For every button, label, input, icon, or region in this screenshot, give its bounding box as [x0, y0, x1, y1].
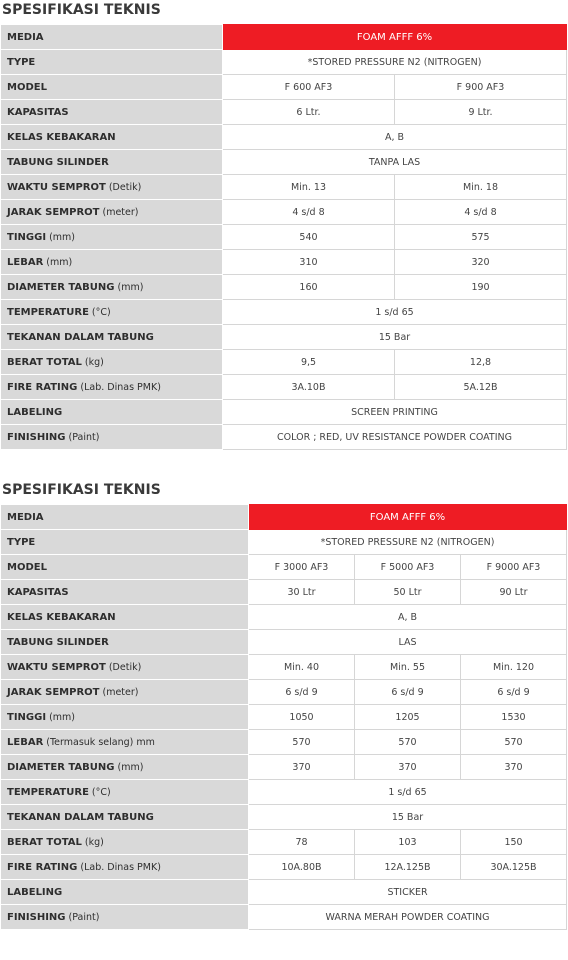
row-label-waktu: WAKTU SEMPROT (Detik): [1, 655, 249, 680]
cell-value: 50 Ltr: [355, 580, 461, 605]
cell-value: LAS: [249, 630, 567, 655]
cell-value: COLOR ; RED, UV RESISTANCE POWDER COATING: [223, 425, 567, 450]
cell-value: *STORED PRESSURE N2 (NITROGEN): [223, 50, 567, 75]
cell-value: 6 s/d 9: [249, 680, 355, 705]
cell-value: 5A.12B: [395, 375, 567, 400]
cell-value: F 3000 AF3: [249, 555, 355, 580]
table-row: [1, 125, 567, 150]
row-label-waktu: WAKTU SEMPROT (Detik): [1, 175, 223, 200]
table-row: [1, 855, 567, 880]
row-label-finishing: FINISHING (Paint): [1, 905, 249, 930]
cell-value: 570: [461, 730, 567, 755]
table-row: [1, 555, 567, 580]
cell-value: A, B: [223, 125, 567, 150]
table-row: [1, 655, 567, 680]
row-label-temperature: TEMPERATURE (°C): [1, 780, 249, 805]
cell-value: 575: [395, 225, 567, 250]
cell-value: F 5000 AF3: [355, 555, 461, 580]
row-label-labeling: LABELING: [1, 400, 223, 425]
cell-value: 1050: [249, 705, 355, 730]
cell-value: 103: [355, 830, 461, 855]
cell-value: 160: [223, 275, 395, 300]
table-row: [1, 880, 567, 905]
row-label-fire-rating: FIRE RATING (Lab. Dinas PMK): [1, 855, 249, 880]
row-label-diameter: DIAMETER TABUNG (mm): [1, 755, 249, 780]
cell-value: 6 Ltr.: [223, 100, 395, 125]
spec-section-1: [0, 0, 568, 450]
row-label-tekanan: TEKANAN DALAM TABUNG: [1, 805, 249, 830]
table-row: [1, 375, 567, 400]
row-label-berat: BERAT TOTAL (kg): [1, 350, 223, 375]
cell-value: 30A.125B: [461, 855, 567, 880]
cell-value: 150: [461, 830, 567, 855]
table-row: [1, 75, 567, 100]
cell-value: 6 s/d 9: [355, 680, 461, 705]
cell-value: 540: [223, 225, 395, 250]
row-label-finishing: FINISHING (Paint): [1, 425, 223, 450]
cell-value: 570: [355, 730, 461, 755]
row-label-diameter: DIAMETER TABUNG (mm): [1, 275, 223, 300]
cell-value: F 600 AF3: [223, 75, 395, 100]
row-label-kelas: KELAS KEBAKARAN: [1, 125, 223, 150]
row-label-jarak: JARAK SEMPROT (meter): [1, 680, 249, 705]
cell-value: 15 Bar: [223, 325, 567, 350]
cell-value: 10A.80B: [249, 855, 355, 880]
cell-value: 370: [249, 755, 355, 780]
table-row: [1, 250, 567, 275]
cell-value: *STORED PRESSURE N2 (NITROGEN): [249, 530, 567, 555]
table-row: [1, 25, 567, 50]
cell-value: Min. 13: [223, 175, 395, 200]
table-row: [1, 755, 567, 780]
cell-value: 4 s/d 8: [395, 200, 567, 225]
cell-value: 1 s/d 65: [223, 300, 567, 325]
row-label-kapasitas: KAPASITAS: [1, 580, 249, 605]
cell-value: 190: [395, 275, 567, 300]
cell-value: 370: [461, 755, 567, 780]
table-row: [1, 505, 567, 530]
table-row: [1, 225, 567, 250]
section-title: SPESIFIKASI TEKNIS: [2, 2, 161, 18]
cell-value: 1 s/d 65: [249, 780, 567, 805]
table-row: [1, 680, 567, 705]
cell-value: 9,5: [223, 350, 395, 375]
section-title: SPESIFIKASI TEKNIS: [2, 482, 161, 498]
table-row: [1, 50, 567, 75]
table-row: [1, 200, 567, 225]
cell-value: Min. 18: [395, 175, 567, 200]
row-label-lebar: LEBAR (Termasuk selang) mm: [1, 730, 249, 755]
row-label-model: MODEL: [1, 75, 223, 100]
row-label-labeling: LABELING: [1, 880, 249, 905]
table-row: [1, 300, 567, 325]
cell-value: F 9000 AF3: [461, 555, 567, 580]
cell-value: 1530: [461, 705, 567, 730]
table-row: [1, 530, 567, 555]
media-header: FOAM AFFF 6%: [249, 505, 567, 530]
table-row: [1, 805, 567, 830]
table-row: [1, 580, 567, 605]
row-label-model: MODEL: [1, 555, 249, 580]
table-row: [1, 425, 567, 450]
table-row: [1, 175, 567, 200]
table-row: [1, 100, 567, 125]
spec-table-2: [0, 504, 567, 930]
cell-value: 4 s/d 8: [223, 200, 395, 225]
row-label-tinggi: TINGGI (mm): [1, 705, 249, 730]
spec-section-2: [0, 480, 568, 930]
row-label-tekanan: TEKANAN DALAM TABUNG: [1, 325, 223, 350]
row-label-tabung: TABUNG SILINDER: [1, 630, 249, 655]
table-row: [1, 605, 567, 630]
cell-value: 15 Bar: [249, 805, 567, 830]
cell-value: SCREEN PRINTING: [223, 400, 567, 425]
row-label-tabung: TABUNG SILINDER: [1, 150, 223, 175]
cell-value: A, B: [249, 605, 567, 630]
row-label-fire-rating: FIRE RATING (Lab. Dinas PMK): [1, 375, 223, 400]
cell-value: 12,8: [395, 350, 567, 375]
row-label-type: TYPE: [1, 50, 223, 75]
cell-value: 12A.125B: [355, 855, 461, 880]
table-row: [1, 325, 567, 350]
cell-value: 90 Ltr: [461, 580, 567, 605]
row-label-media: MEDIA: [1, 505, 249, 530]
cell-value: F 900 AF3: [395, 75, 567, 100]
row-label-tinggi: TINGGI (mm): [1, 225, 223, 250]
row-label-berat: BERAT TOTAL (kg): [1, 830, 249, 855]
cell-value: Min. 120: [461, 655, 567, 680]
cell-value: Min. 40: [249, 655, 355, 680]
table-row: [1, 275, 567, 300]
cell-value: 570: [249, 730, 355, 755]
cell-value: 370: [355, 755, 461, 780]
table-row: [1, 905, 567, 930]
table-row: [1, 830, 567, 855]
cell-value: 3A.10B: [223, 375, 395, 400]
cell-value: STICKER: [249, 880, 567, 905]
row-label-jarak: JARAK SEMPROT (meter): [1, 200, 223, 225]
row-label-media: MEDIA: [1, 25, 223, 50]
cell-value: 320: [395, 250, 567, 275]
row-label-temperature: TEMPERATURE (°C): [1, 300, 223, 325]
table-row: [1, 400, 567, 425]
cell-value: 310: [223, 250, 395, 275]
cell-value: Min. 55: [355, 655, 461, 680]
row-label-kelas: KELAS KEBAKARAN: [1, 605, 249, 630]
table-row: [1, 350, 567, 375]
cell-value: WARNA MERAH POWDER COATING: [249, 905, 567, 930]
row-label-kapasitas: KAPASITAS: [1, 100, 223, 125]
cell-value: 78: [249, 830, 355, 855]
cell-value: 1205: [355, 705, 461, 730]
media-header: FOAM AFFF 6%: [223, 25, 567, 50]
cell-value: 30 Ltr: [249, 580, 355, 605]
row-label-lebar: LEBAR (mm): [1, 250, 223, 275]
cell-value: 6 s/d 9: [461, 680, 567, 705]
cell-value: TANPA LAS: [223, 150, 567, 175]
cell-value: 9 Ltr.: [395, 100, 567, 125]
table-row: [1, 780, 567, 805]
table-row: [1, 630, 567, 655]
spec-table-1: [0, 24, 567, 450]
table-row: [1, 705, 567, 730]
table-row: [1, 150, 567, 175]
row-label-type: TYPE: [1, 530, 249, 555]
table-row: [1, 730, 567, 755]
